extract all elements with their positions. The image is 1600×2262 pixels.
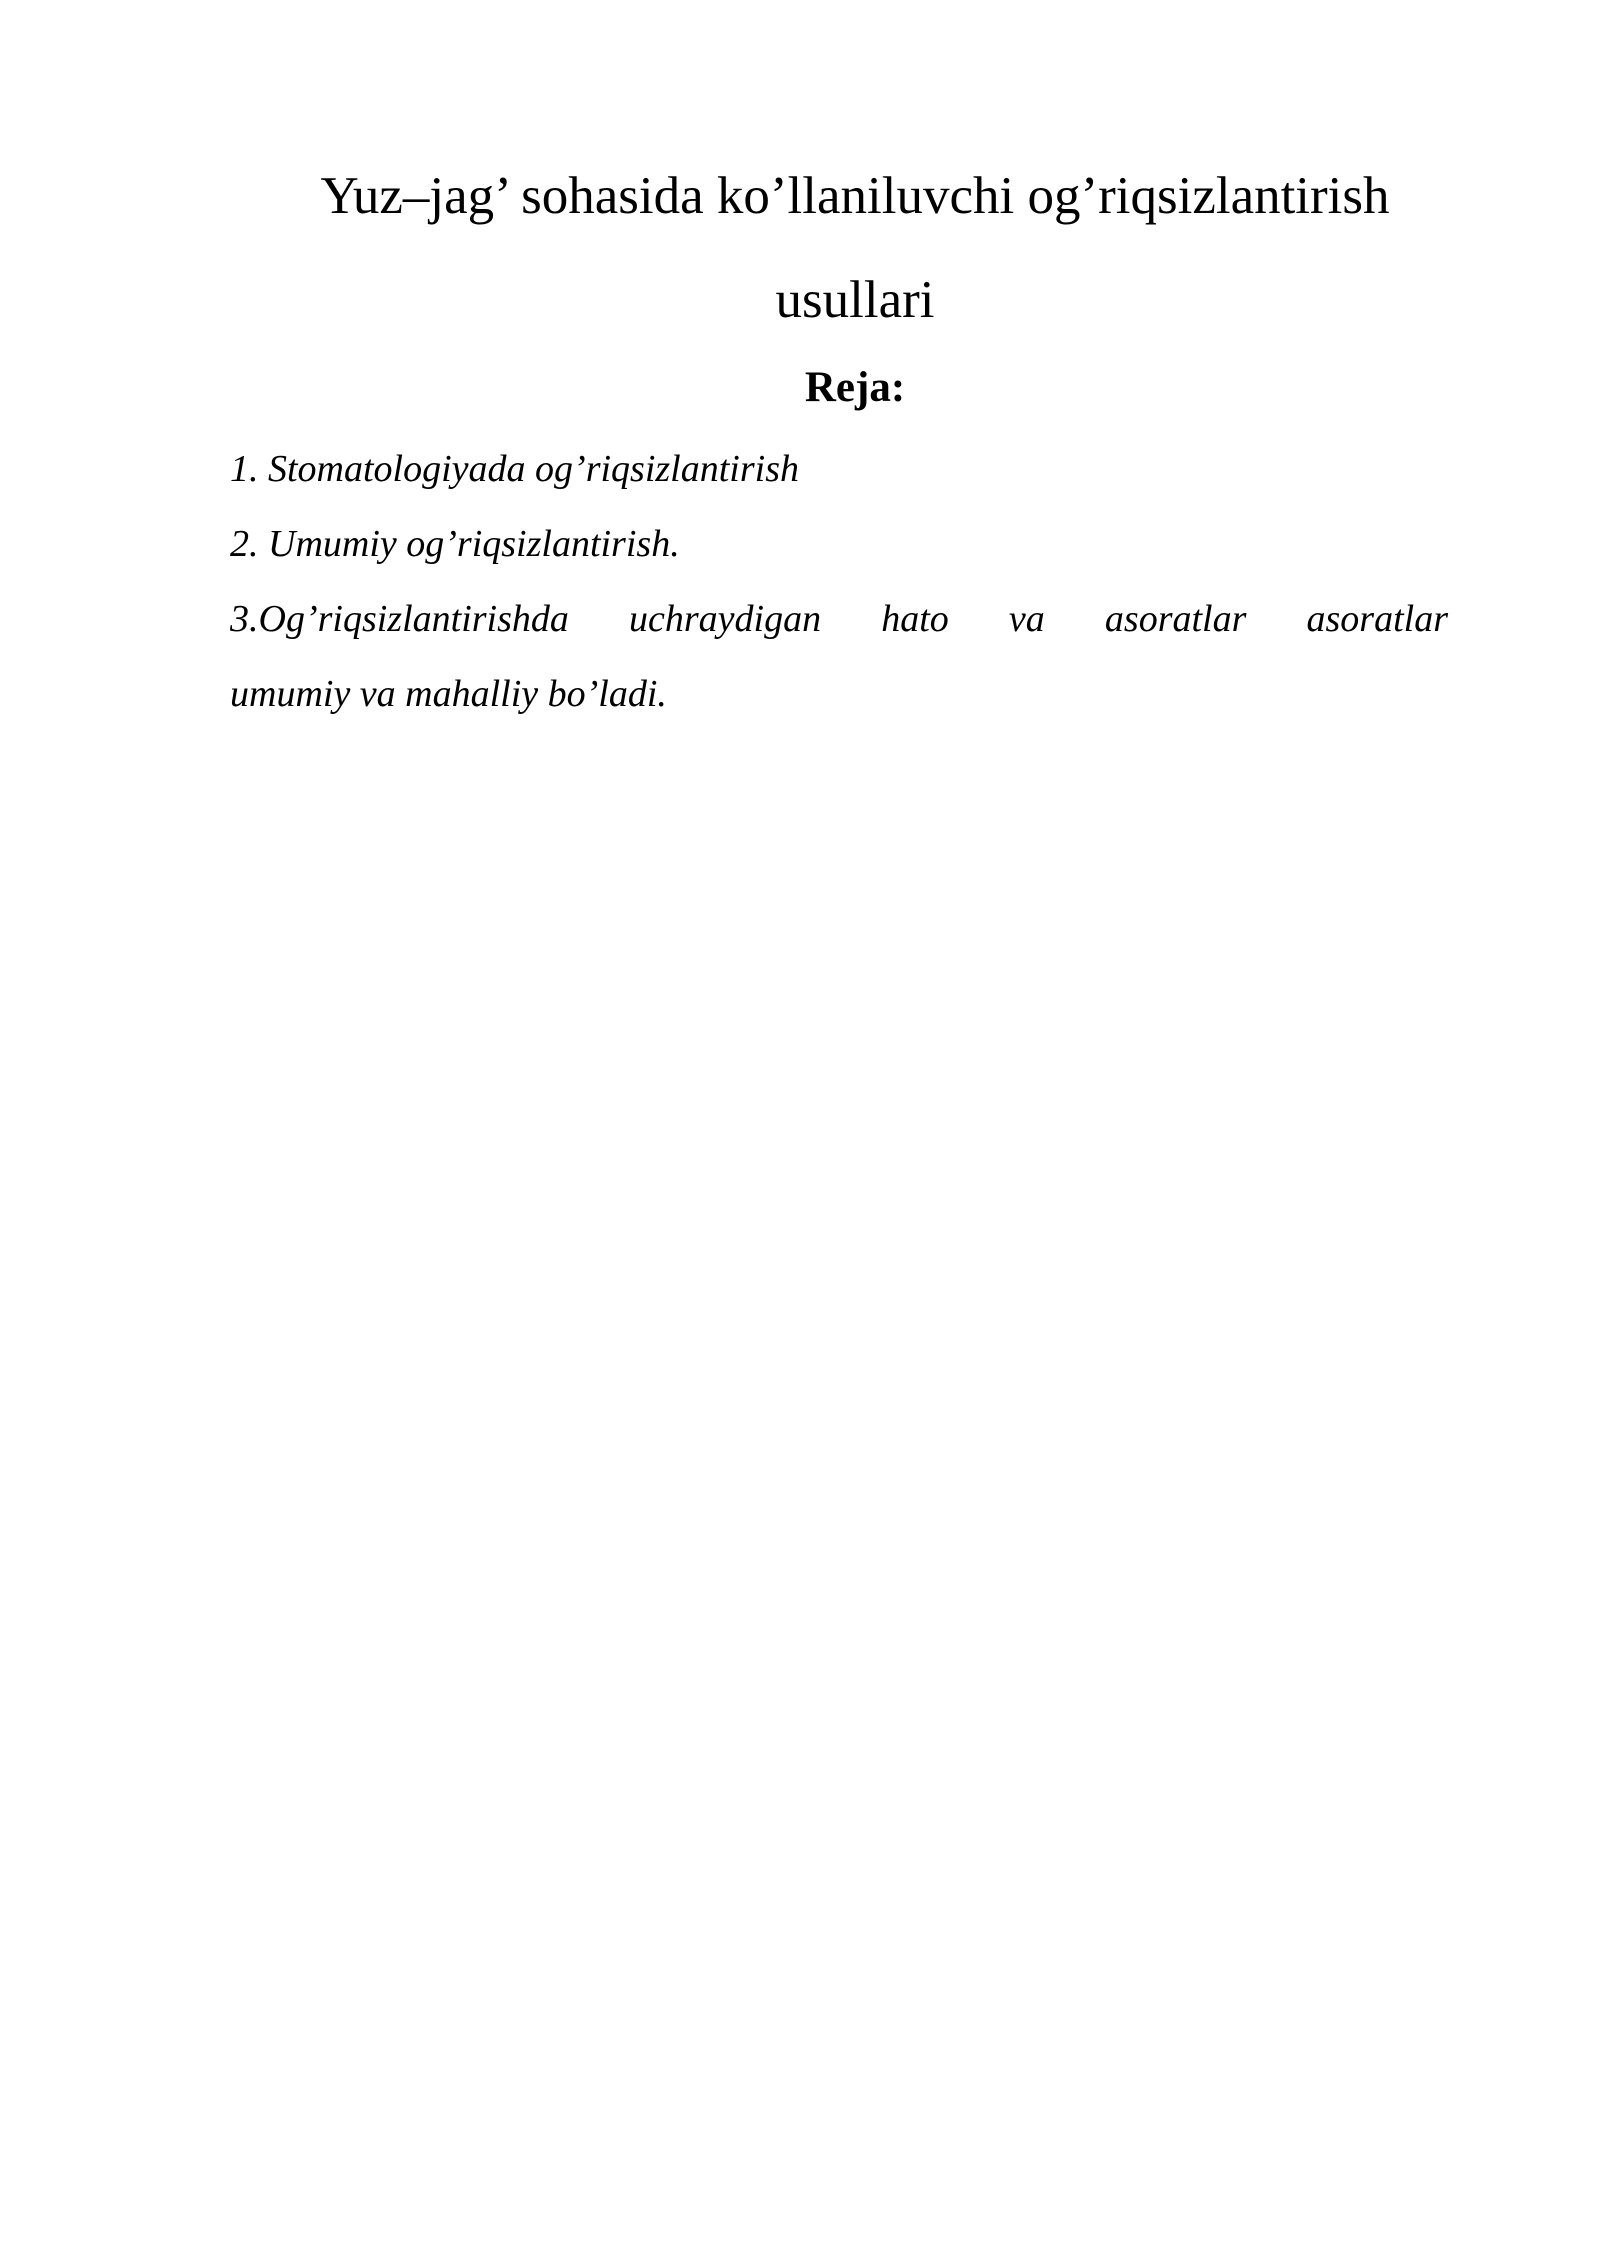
plan-item-3 [230, 582, 1448, 732]
title-line-2: usullari [775, 271, 935, 329]
plan-item-number: 2. [230, 523, 259, 565]
plan-item-number: 3. [230, 598, 259, 640]
plan-item-text: Stomatologiyada og’riqsizlantirish [268, 448, 799, 490]
plan-item-2 [230, 507, 1448, 582]
title-line-1: Yuz–jag’ sohasida ko’llaniluvchi og’riqsizlantirish [320, 167, 1390, 225]
plan-item-word: hato [881, 598, 949, 640]
plan-item-word: uchraydigan [629, 598, 822, 640]
document-title [230, 144, 1480, 352]
plan-item-word: asoratlar [1306, 598, 1448, 640]
plan-item-word: va [1008, 598, 1045, 640]
plan-item-word: asoratlar [1104, 598, 1247, 640]
plan-item-3-continuation: umumiy va mahalliy bo’ladi. [230, 673, 667, 715]
plan-item-word: Og’riqsizlantirishda [258, 598, 569, 640]
plan-item-text: Umumiy og’riqsizlantirish. [268, 523, 680, 565]
plan-item-1 [230, 432, 1448, 507]
plan-item-number: 1. [230, 448, 259, 490]
plan-item-3-lead [230, 582, 569, 657]
plan-item-3-first-line [230, 582, 1448, 657]
plan-heading: Reja: [804, 364, 906, 411]
plan-list [230, 432, 1448, 732]
